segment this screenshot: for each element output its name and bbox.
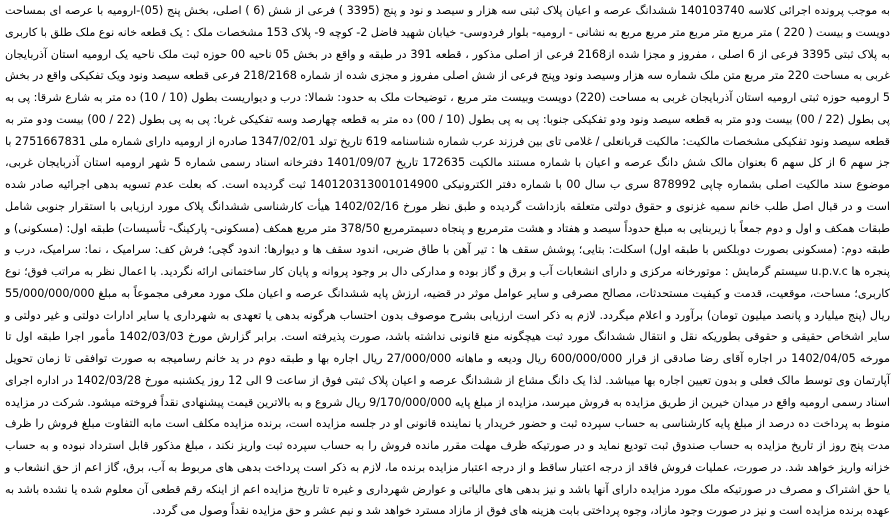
auction-notice-body: به موجب پرونده اجرائی کلاسه 140103740 ششدانگ عرصه و اعیان پلاک ثبتی سه هزار و سیصد و نود و پنج (3395 ) فرعی از شش (6 ) اصلی، بخش پنج (05)-ارومیه با عرصه ای بمساحت دویست و بیست ( 220 ) متر مربع متر مربع متر مربع مربع به نشانی - ارومیه- بلوار فردوسی- خیابان شهید فاضل 2- کوچه 9- پلاک 153 مشخصات ملک : یک قطعه خانه نوع ملک طلق با کاربری به پلاک ثبتی 3395 فرعی از 6 اصلی ، مفروز و مجزا شده از2168 فرعی از اصلی مذکور ، قطعه 391 در طبقه و واقع در بخش 05 ناحیه 00 حوزه ثبت ملک ناحیه یک ارومیه استان آذربایجان غربی به مساحت 220 متر مربع متن ملک شماره سه هزار وسیصد ونود وپنج فرعی از شش اصلی مفروز و مجزی شده از شماره 218/2168 فرعی قطعه سیصد ونود ویک تفکیکی واقع در بخش 5 ارومیه حوزه ثبتی ارومیه استان آذربایجان غربی به مساحت (220) دویست وبیست متر مربع ، توضیحات ملک به حدود: شمالا: درب و دیواریست بطول (10 / 10) ده متر به شارع شرقا: پی به پی بطول (22 / 00) بیست ودو متر به قطعه سیصد ونود ودو تفکیکی جنوبا: پی به پی بطول (10 / 00) ده متر به قطعه چهارصد وسه تفکیکی غربا: پی به پی بطول (22 / 00) بیست ودو متر به قطعه سیصد ونود تفکیکی مشخصات مالکیت: مالکیت قربانعلی / غلامی تای بین فرزند عرب شماره شناسنامه 619 تاریخ تولد 1347/02/01 صادره از ارومیه دارای شماره ملی 2751667831 با جز سهم 6 از کل سهم 6 بعنوان مالک شش دانگ عرصه و اعیان با شماره مستند مالکیت 172635 تاریخ 1401/09/07 دفترخانه اسناد رسمی شماره 5 شهر ارومیه استان آذربایجان غربی، موضوع سند مالکیت اصلی بشماره چاپی 878992 سری ب سال 00 با شماره دفتر الکترونیکی 140120313001014900 ثبت گردیده است. که بعلت عدم تسویه بدهی اجرائیه صادر شده است و در قبال اصل طلب خانم سمیه غزنوی و حقوق دولتی متعلقه بازداشت گردیده و طبق نظر مورخ 1402/02/16 هیأت کارشناسی ششدانگ پلاک مورد ارزیابی با استقرار جنوبی شامل طبقات همکف و اول و دوم جمعاً با زیربنایی به مبلغ حدوداً سیصد و هفتاد و هشت مترمربع و پنجاه دسیمترمربع 378/50 متر مربع همکف (مسکونی- پارکینگ- تأسیسات) طبقه اول: (مسکونی) و طبقه دوم: (مسکونی بصورت دوبلکس با طبقه اول) اسکلت: بتایی؛ پوشش سقف ها : تیر آهن با طاق ضربی، اندود سقف ها و دیوارها: اندود گچی؛ فرش کف: سرامیک ، نما: سرامیک، درب و پنجره ها u.p.v.c سیستم گرمایش : موتورخانه مرکزی و دارای انشعابات آب و برق و گاز بوده و مدارکی دال بر وجود پروانه و پایان کار ساختمانی ارائه نگردید. با اعمال نظر به مراتب فوق؛ نوع کاربری؛ مساحت، موقعیت، قدمت و کیفیت مستحدثات، مصالح مصرفی و سایر عوامل موثر در قضیه، ارزش پایه ششدانگ عرصه و اعیان ملک مورد معرفی مجموعاً به مبلغ 55/000/000/000 ریال (پنج میلیارد و پانصد میلیون تومان) برآورد و اعلام میگردد. لازم به ذکر است ارزیابی بشرح موصوف بدون احتساب هرگونه بدهی یا تعهدی به شهرداری یا سایر ادارات دولتی و غیر دولتی و سایر اشخاص حقیقی و حقوقی بطوریکه نقل و انتقال ششدانگ مورد ثبت هیچگونه منع قانونی نداشته باشد، صورت پذیرفته است. برابر گزارش مورخ 1402/03/03 مأمور اجرا طبقه اول تا مورخه 1402/04/05 در اجاره آقای رضا صادقی از قرار 600/000/000 ریال ودیعه و ماهانه 27/000/000 ریال اجاره بها و طبقه دوم در ید خانم رسامیجه به صورت توافقی تا زمان تحویل آپارتمان وی توسط مالک فعلی و بدون تعیین اجاره بها میباشد. لذا یک دانگ مشاع از ششدانگ عرصه و اعیان پلاک ثبتی فوق از ساعت 9 الی 12 روز یکشنبه مورخ 1402/03/28 در اداره اجرای اسناد رسمی ارومیه واقع در میدان خیرین از طریق مزایده به فروش میرسد، مزایده از مبلغ پایه 9/170/000/000 ریال شروع و به بالاترین قیمت پیشنهادی نقداً فروخته میشود. شرکت در مزایده منوط به پرداخت ده درصد از مبلغ پایه کارشناسی به حساب سپرده ثبت و حضور خریدار یا نماینده قانونی او در جلسه مزایده است، برنده مزایده مکلف است مابه التفاوت مبلغ فروش را ظرف مدت پنج روز از تاریخ مزایده به حساب صندوق ثبت تودیع نماید و در صورتیکه ظرف مهلت مقرر مانده فروش را به حساب سپرده ثبت واریز نکند ، مبلغ مذکور قابل استرداد نبوده و به حساب خزانه واریز خواهد شد. در صورت، عملیات فروش فاقد از درجه اعتبار ساقط و از درجه اعتبار مزایده برنده ما، لازم به ذکر است پرداخت بدهی های مربوط به آب، برق، گاز اعم از حق انشعاب و یا حق اشتراک و مصرف در صورتیکه ملک مورد مزایده دارای آنها باشد و نیز بدهی های مالیاتی و عوارض شهرداری و غیره تا تاریخ مزایده اعم از اینکه رقم قطعی آن معلوم شده یا نشده باشد به عهده برنده مزایده است و نیز در صورت وجود مازاد، وجوه پرداختی بابت هزینه های فوق از مازاد مسترد خواهد شد و نیم عشر و حق مزایده نقداً وصول می گردد. bbox=[5, 4, 891, 518]
